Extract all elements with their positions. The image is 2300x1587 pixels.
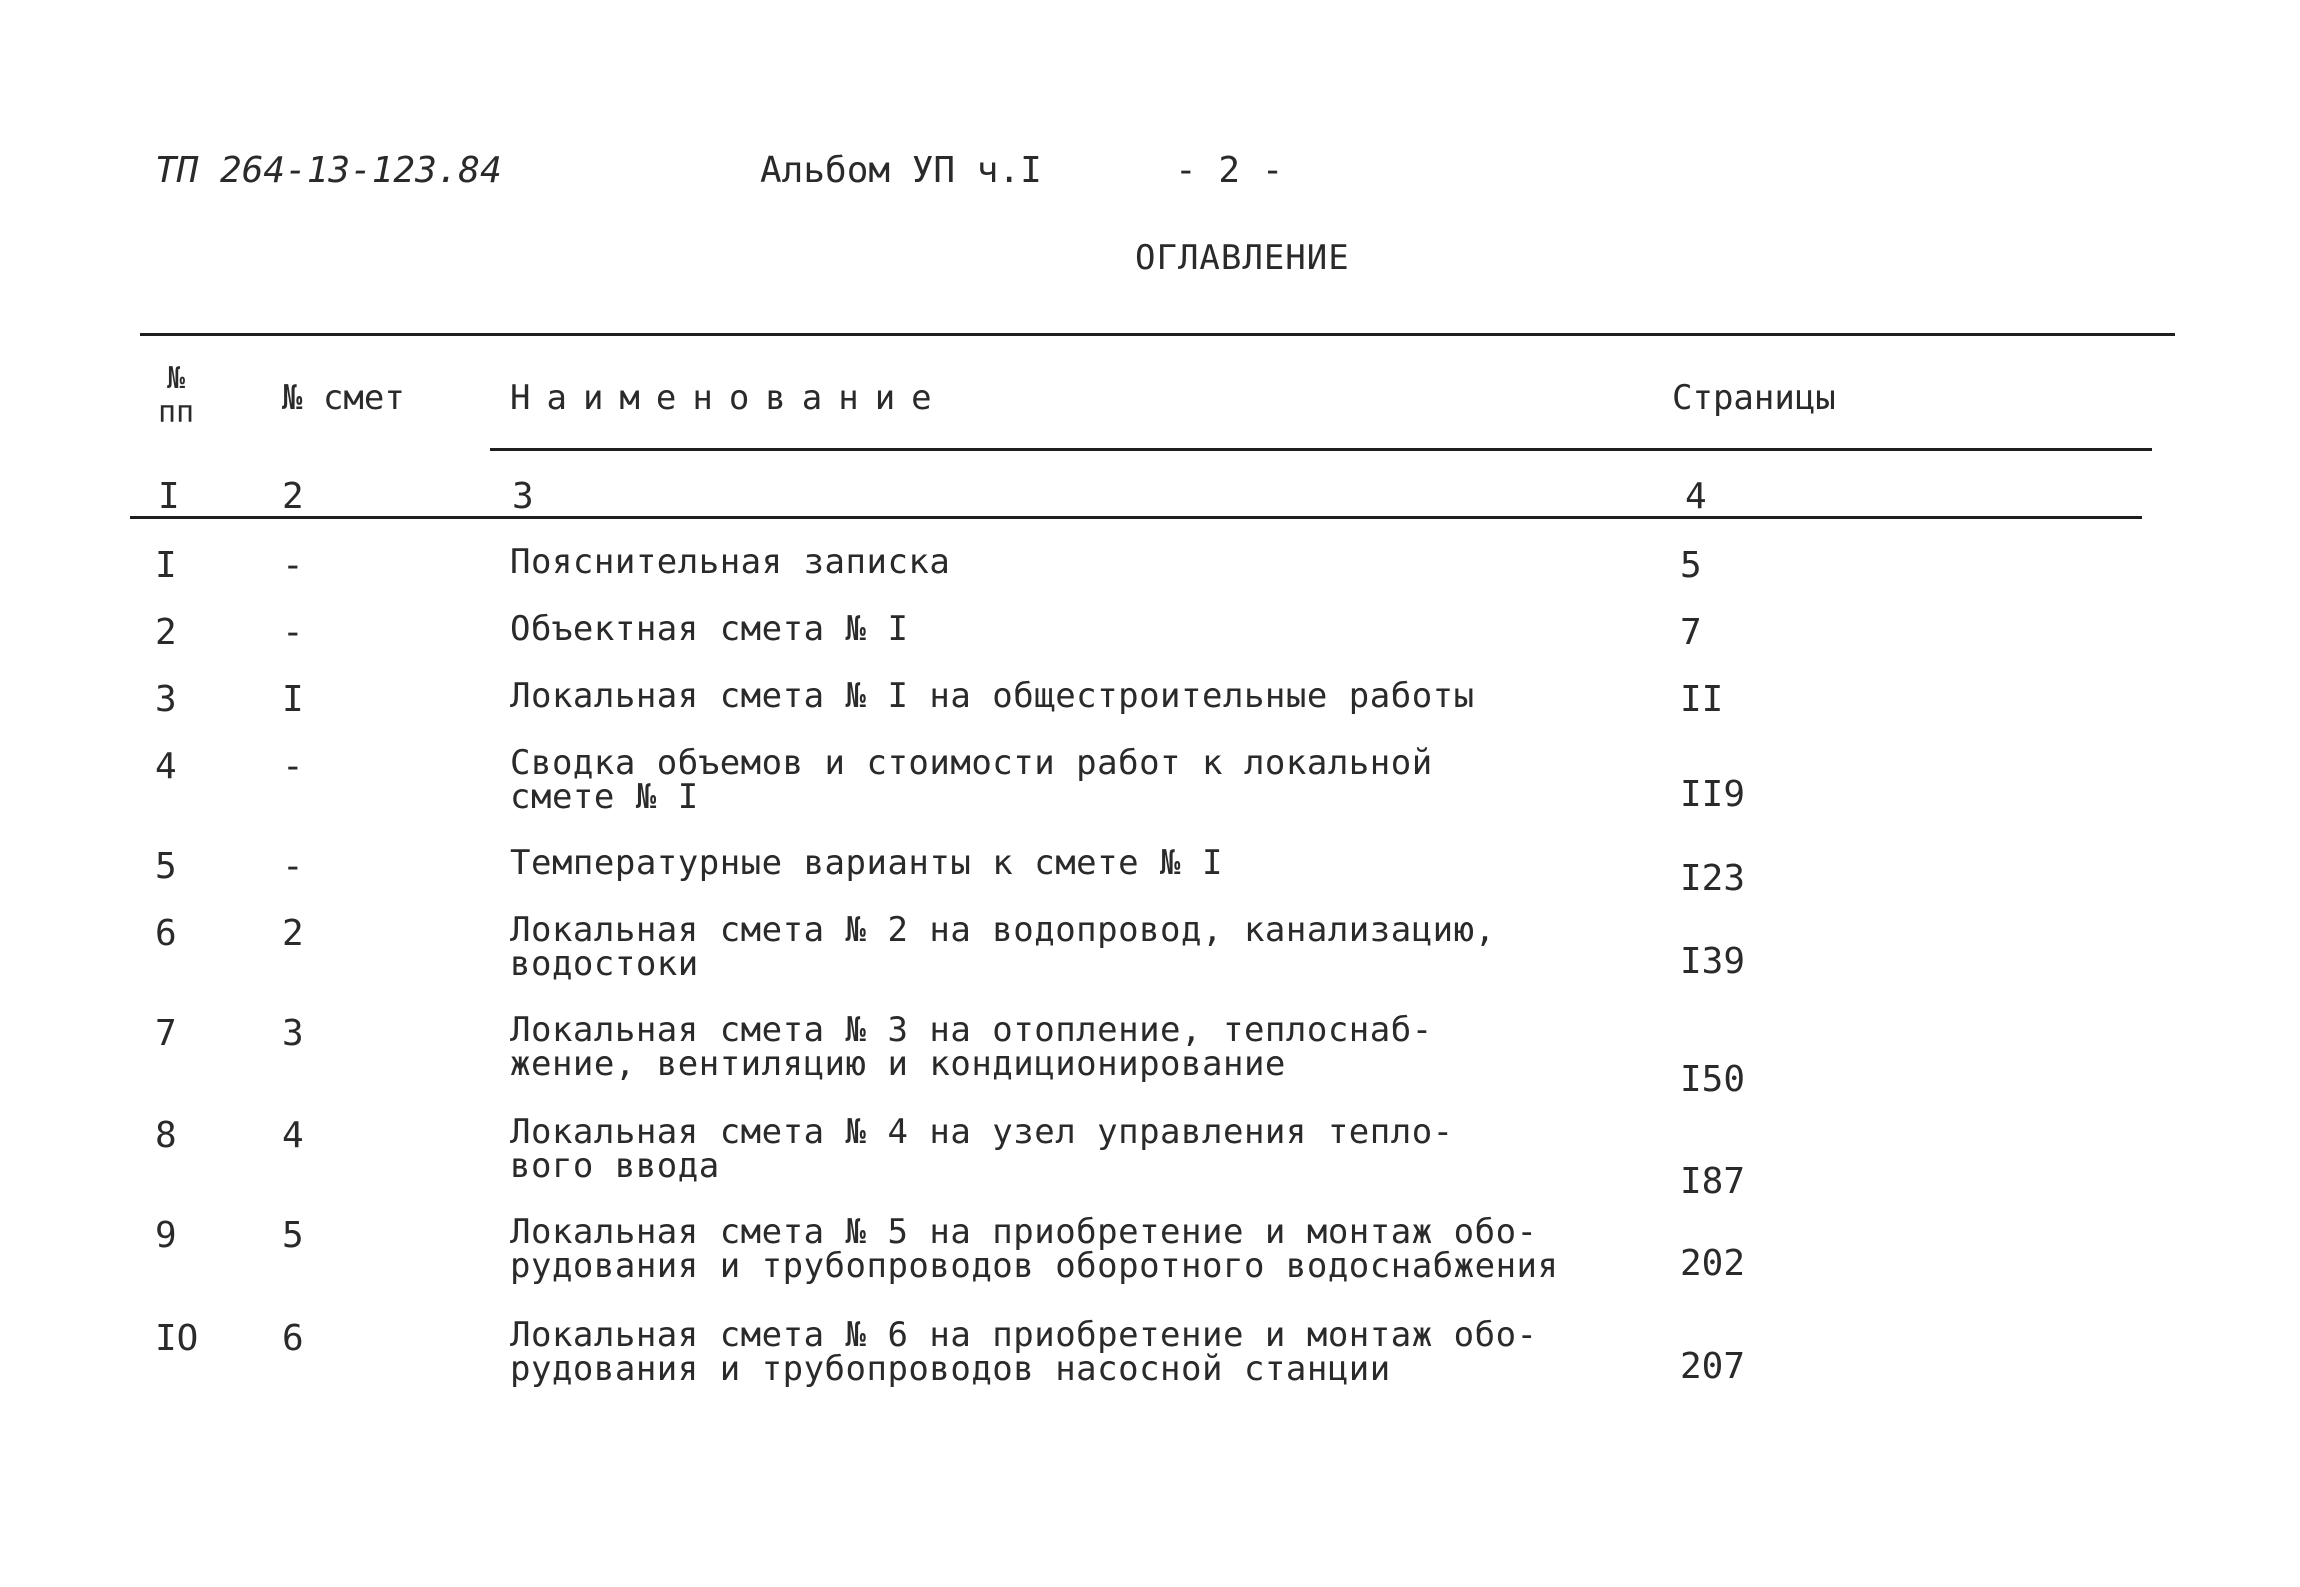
- row-name: Температурные варианты к смете № I: [510, 843, 1223, 883]
- row-name: Сводка объемов и стоимости работ к локальной смете № I: [510, 743, 1433, 817]
- row-smet: 5: [282, 1215, 304, 1256]
- header-name: Наименование: [510, 378, 948, 418]
- row-name: Локальная смета № 2 на водопровод, канализацию, водостоки: [510, 910, 1496, 984]
- header-pp-line1: №: [167, 361, 186, 396]
- row-pp: 6: [155, 913, 177, 954]
- row-smet: 3: [282, 1013, 304, 1054]
- row-smet: 4: [282, 1115, 304, 1156]
- header-pp: [158, 362, 194, 430]
- row-name: Локальная смета № 6 на приобретение и монтаж обо- рудования и трубопроводов насосной станции: [510, 1315, 1538, 1389]
- row-smet: -: [282, 612, 304, 653]
- column-numbers-rule: [130, 516, 2142, 519]
- row-page: II9: [1680, 774, 1746, 815]
- row-pp: 3: [155, 679, 177, 720]
- header-smet: № смет: [282, 378, 405, 418]
- row-pp: 9: [155, 1215, 177, 1256]
- row-name: Локальная смета № I на общестроительные работы: [510, 676, 1475, 716]
- row-page: 7: [1680, 612, 1702, 653]
- column-number-2: 2: [282, 476, 304, 517]
- row-pp: I: [155, 545, 177, 586]
- page-number: - 2 -: [1175, 150, 1284, 191]
- row-name: Локальная смета № 5 на приобретение и монтаж обо- рудования и трубопроводов оборотного водоснабжения: [510, 1212, 1559, 1286]
- header-bottom-rule: [490, 448, 2152, 451]
- row-pp: 4: [155, 746, 177, 787]
- column-number-3: 3: [512, 476, 534, 517]
- row-smet: 2: [282, 913, 304, 954]
- row-pp: 2: [155, 612, 177, 653]
- row-page: 207: [1680, 1346, 1746, 1387]
- row-page: I87: [1680, 1161, 1746, 1202]
- row-pp: IO: [155, 1318, 199, 1359]
- row-smet: -: [282, 846, 304, 887]
- column-number-4: 4: [1685, 476, 1707, 517]
- row-smet: -: [282, 746, 304, 787]
- header-pp-line2: пп: [158, 395, 195, 430]
- row-name: Объектная смета № I: [510, 609, 909, 649]
- album-label: Альбом УП ч.I: [760, 150, 1042, 191]
- column-number-1: I: [158, 476, 180, 517]
- row-pp: 8: [155, 1115, 177, 1156]
- row-smet: -: [282, 545, 304, 586]
- row-page: I23: [1680, 858, 1746, 899]
- row-name: Локальная смета № 3 на отопление, теплоснаб- жение, вентиляцию и кондиционирование: [510, 1010, 1433, 1084]
- row-page: II: [1680, 679, 1724, 720]
- row-smet: I: [282, 679, 304, 720]
- row-pp: 7: [155, 1013, 177, 1054]
- row-smet: 6: [282, 1318, 304, 1359]
- table-top-rule: [140, 333, 2175, 336]
- row-page: 5: [1680, 545, 1702, 586]
- row-name: Локальная смета № 4 на узел управления тепло- вого ввода: [510, 1112, 1454, 1186]
- row-page: 202: [1680, 1243, 1746, 1284]
- header-pages: Страницы: [1672, 378, 1836, 418]
- row-name: Пояснительная записка: [510, 542, 951, 582]
- document-code: ТП 264-13-123.84: [155, 150, 502, 191]
- row-page: I39: [1680, 941, 1746, 982]
- page-title: ОГЛАВЛЕНИЕ: [1135, 238, 1350, 278]
- row-pp: 5: [155, 846, 177, 887]
- row-page: I50: [1680, 1059, 1746, 1100]
